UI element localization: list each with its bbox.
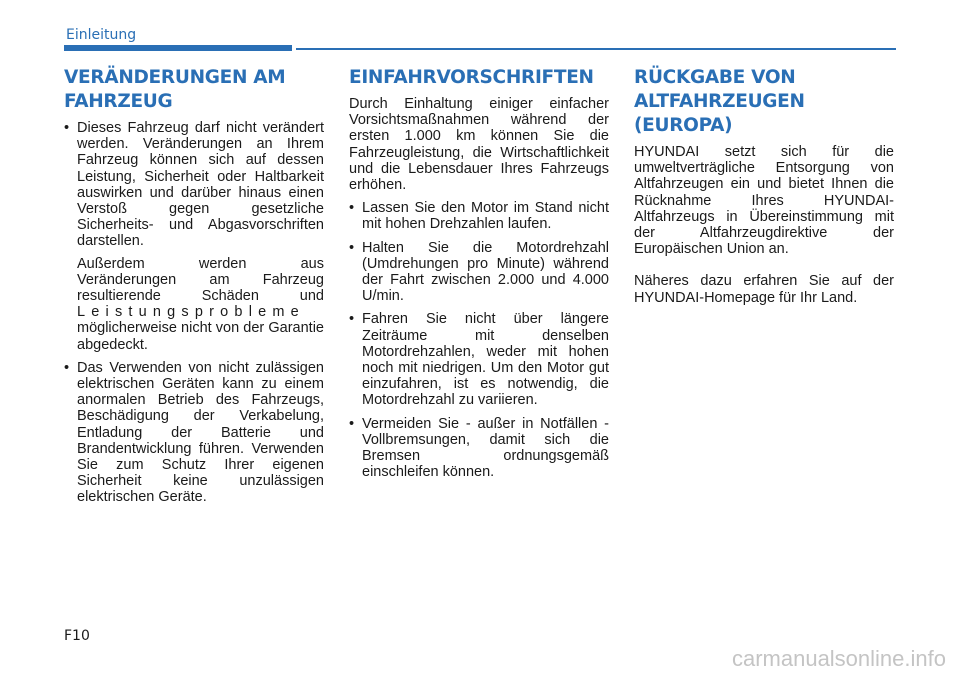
break-in-list (349, 200, 609, 480)
bullet-text: Das Verwenden von nicht zulässigen elektrischen Geräten kann zu einem anormalen Betrieb des Fahrzeugs, Beschädigung der Verkabelung, Entladung der Batterie und Brandentwicklung führen. Verwenden Sie zum Schutz Ihrer eigenen Sicherheit keine unzulässigen elektrischen Geräte. (77, 359, 324, 506)
column-break-in (349, 66, 609, 487)
heading-modifications: VERÄNDERUNGEN AM FAHRZEUG (64, 67, 286, 112)
vehicle-return-paragraph: HYUNDAI setzt sich für die umweltverträgliche Entsorgung von Altfahrzeugen ein und bietet Ihnen die Rücknahme Ihres HYUNDAI-Altfahrzeugs in Übereinstimmung mit der Altfahrzeugdirektive der Europäischen Union an. (634, 144, 894, 258)
sub-text-b: möglicherweise nicht von der Garantie abgedeckt. (77, 320, 324, 353)
header-rule-thick (64, 45, 292, 51)
sub-text-spread: Leistungsprobleme (77, 304, 305, 321)
watermark: carmanualsonline.info (731, 646, 946, 671)
section-label: Einleitung (66, 27, 137, 43)
list-item: • Fahren Sie nicht über längere Zeiträume mit denselben Motordrehzahlen, weder mit hohen noch mit niedrigen. Um den Motor gut einzufahren, ist es notwendig, die Motordrehzahl zu variieren. (349, 311, 609, 408)
list-item: • Halten Sie die Motordrehzahl (Umdrehungen pro Minute) während der Fahrt zwischen 2.000 und 4.000 U/min. (349, 240, 609, 305)
bullet-text: Dieses Fahrzeug darf nicht verändert werden. Veränderungen an Ihrem Fahrzeug können sich auf dessen Leistung, Sicherheit oder Haltbarkeit auswirken und darüber hinaus einen Verstoß gegen gesetzliche Sicherheits- und Abgasvorschriften darstellen. (77, 120, 324, 250)
header-rule-thin (296, 48, 896, 50)
list-item (64, 120, 324, 353)
column-modifications (64, 66, 324, 513)
list-item: • Vermeiden Sie - außer in Notfällen - Vollbremsungen, damit sich die Bremsen ordnungsgemäß einschleifen können. (349, 416, 609, 481)
page-number: F10 (64, 628, 90, 644)
list-item: • Lassen Sie den Motor im Stand nicht mit hohen Drehzahlen laufen. (349, 200, 609, 232)
bullet-subparagraph (77, 256, 324, 353)
break-in-intro: Durch Einhaltung einiger einfacher Vorsichtsmaßnahmen während der ersten 1.000 km können Sie die Fahrzeugleistung, die Wirtschaftlichkeit und die Lebensdauer Ihres Fahrzeugs erhöhen. (349, 96, 609, 194)
heading-vehicle-return: RÜCKGABE VON ALTFAHRZEUGEN (EUROPA) (634, 67, 805, 136)
sub-text-a: Außerdem werden aus Veränderungen am Fahrzeug resultierende Schäden und (77, 255, 324, 305)
modifications-list (64, 120, 324, 506)
heading-break-in: EINFAHRVORSCHRIFTEN (349, 67, 594, 88)
list-item (64, 360, 324, 506)
vehicle-return-homepage-note: Näheres dazu erfahren Sie auf der HYUNDAI-Homepage für Ihr Land. (634, 273, 894, 306)
column-vehicle-return (634, 66, 894, 306)
